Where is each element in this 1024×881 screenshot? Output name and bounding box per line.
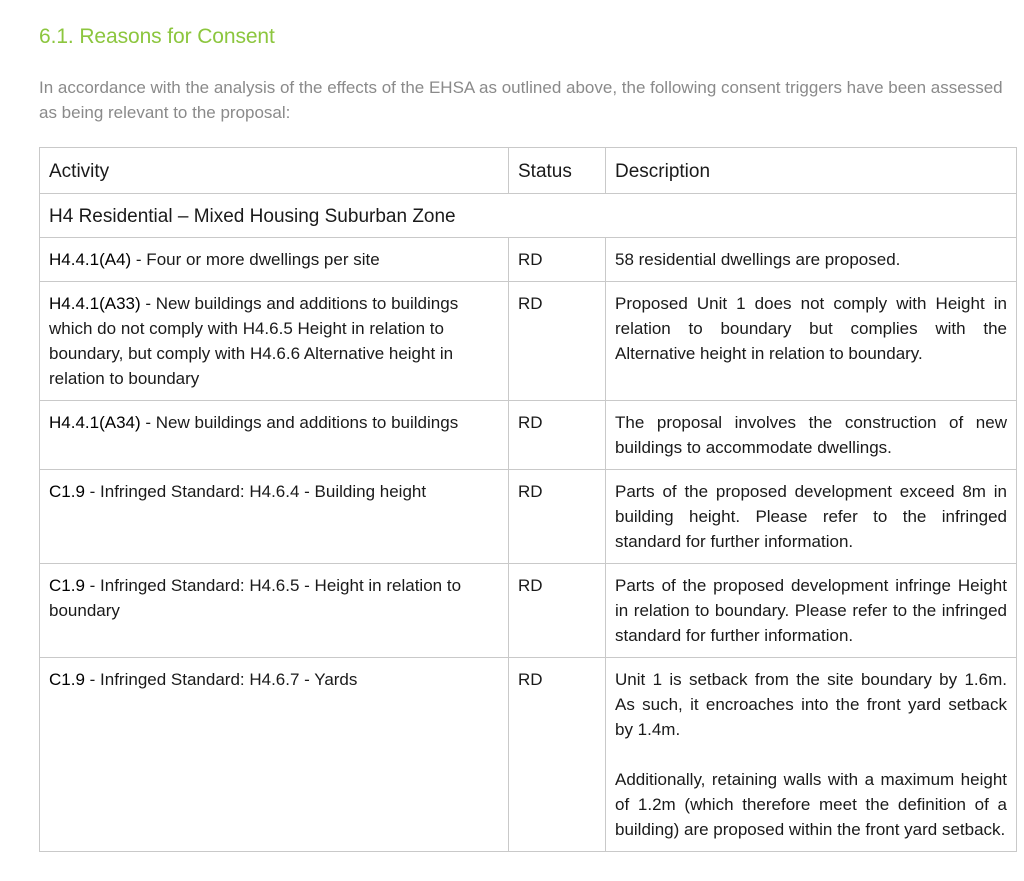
rule-code: C1.9 bbox=[49, 670, 85, 689]
table-row bbox=[40, 401, 1017, 470]
activity-cell bbox=[40, 470, 509, 564]
rule-code: H4.4.1(A34) bbox=[49, 413, 141, 432]
zone-row bbox=[40, 194, 1017, 238]
status-cell: RD bbox=[509, 238, 606, 282]
activity-cell bbox=[40, 564, 509, 658]
activity-text: - Four or more dwellings per site bbox=[131, 250, 380, 269]
intro-paragraph: In accordance with the analysis of the effects of the EHSA as outlined above, the following consent triggers have been assessed as being relevant to the proposal: bbox=[39, 78, 1003, 122]
status-cell: RD bbox=[509, 470, 606, 564]
description-text: Parts of the proposed development infringe Height in relation to boundary. Please refer to the infringed standard for further information. bbox=[615, 576, 1007, 645]
table-row bbox=[40, 564, 1017, 658]
rule-code: C1.9 bbox=[49, 482, 85, 501]
description-cell bbox=[606, 238, 1017, 282]
description-cell bbox=[606, 401, 1017, 470]
status-cell: RD bbox=[509, 282, 606, 401]
activity-text: - Infringed Standard: H4.6.7 - Yards bbox=[84, 670, 358, 689]
description-text: 58 residential dwellings are proposed. bbox=[615, 250, 901, 269]
activity-cell bbox=[40, 401, 509, 470]
description-cell bbox=[606, 282, 1017, 401]
rule-code: H4.4.1(A33) bbox=[49, 294, 141, 313]
description-text: Parts of the proposed development exceed 8m in building height. Please refer to the infringed standard for further information. bbox=[615, 482, 1007, 551]
rule-code: H4.4.1(A4) bbox=[49, 250, 132, 269]
status-cell: RD bbox=[509, 564, 606, 658]
header-description: Description bbox=[606, 148, 1017, 194]
description-text: The proposal involves the construction of new buildings to accommodate dwellings. bbox=[615, 413, 1007, 457]
section-heading: 6.1. Reasons for Consent bbox=[39, 25, 275, 48]
table-row bbox=[40, 238, 1017, 282]
table-header-row bbox=[40, 148, 1017, 194]
rule-code: C1.9 bbox=[49, 576, 85, 595]
activity-text: - Infringed Standard: H4.6.4 - Building height bbox=[84, 482, 427, 501]
activity-cell bbox=[40, 658, 509, 852]
status-cell: RD bbox=[509, 658, 606, 852]
table-row bbox=[40, 658, 1017, 852]
table-row bbox=[40, 470, 1017, 564]
header-status: Status bbox=[509, 148, 606, 194]
activity-text: - New buildings and additions to buildings bbox=[140, 413, 459, 432]
activity-text: - Infringed Standard: H4.6.5 - Height in relation to boundary bbox=[49, 576, 462, 620]
status-cell: RD bbox=[509, 401, 606, 470]
description-cell bbox=[606, 564, 1017, 658]
activity-cell bbox=[40, 238, 509, 282]
description-cell bbox=[606, 658, 1017, 852]
table-row bbox=[40, 282, 1017, 401]
consent-triggers-table bbox=[39, 147, 1017, 852]
description-text: Proposed Unit 1 does not comply with Height in relation to boundary but complies with the Alternative height in relation to boundary. bbox=[615, 294, 1007, 363]
header-activity: Activity bbox=[40, 148, 509, 194]
zone-heading: H4 Residential – Mixed Housing Suburban Zone bbox=[40, 194, 1017, 238]
description-text-continued: Additionally, retaining walls with a maximum height of 1.2m (which therefore meet the definition of a building) are proposed within the front yard setback. bbox=[615, 770, 1007, 839]
description-cell bbox=[606, 470, 1017, 564]
activity-cell bbox=[40, 282, 509, 401]
activity-text: - New buildings and additions to buildings which do not comply with H4.6.5 Height in relation to boundary, but comply with H4.6.6 Alternative height in relation to boundary bbox=[49, 294, 459, 388]
description-text: Unit 1 is setback from the site boundary by 1.6m. As such, it encroaches into the front yard setback by 1.4m. bbox=[615, 670, 1007, 739]
